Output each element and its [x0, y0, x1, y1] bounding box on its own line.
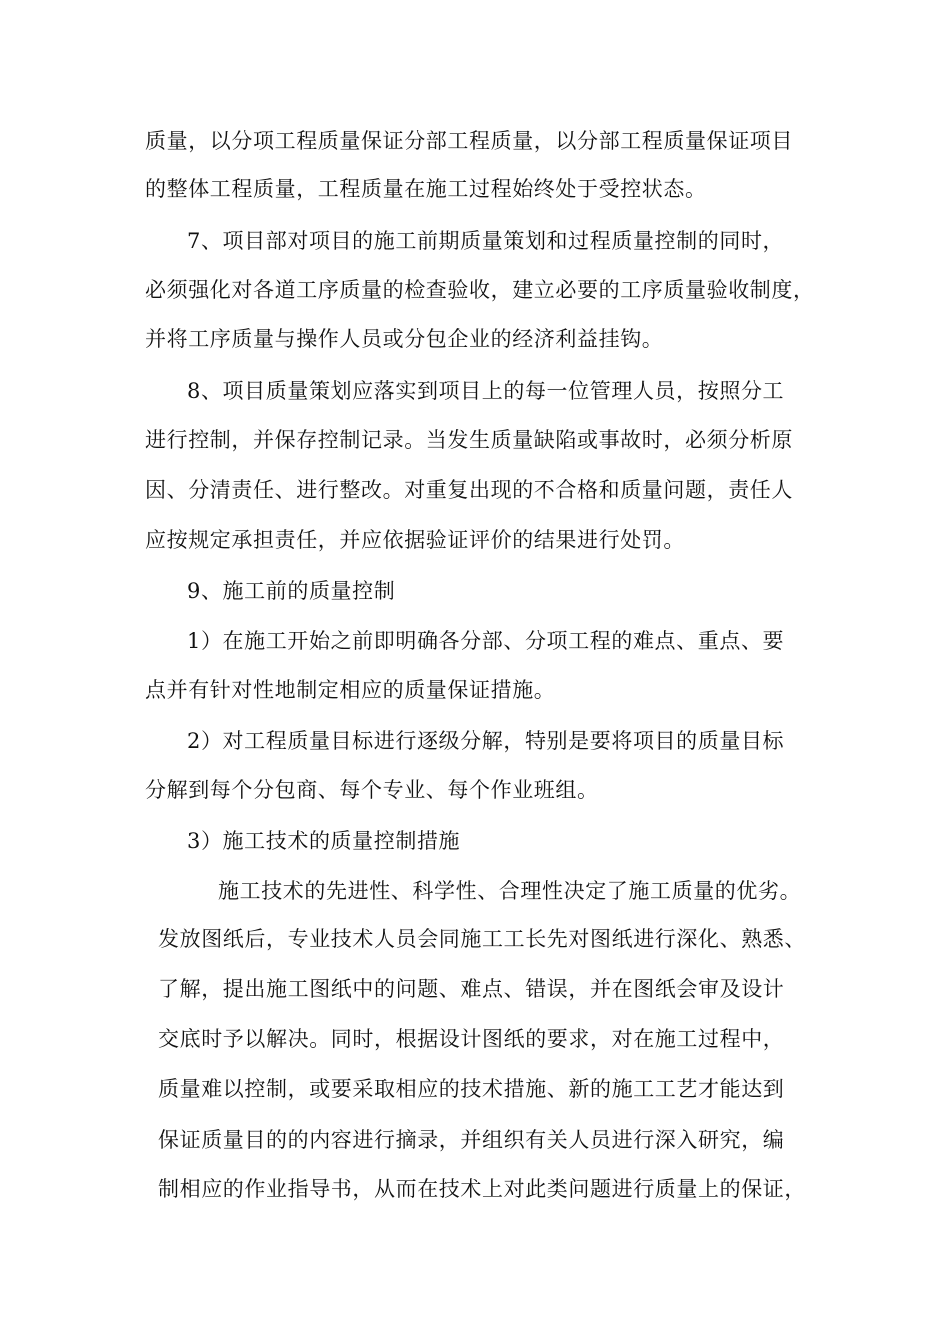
text-line: 制相应的作业指导书，从而在技术上对此类问题进行质量上的保证， [158, 1177, 806, 1201]
text-line: 质量难以控制，或要采取相应的技术措施、新的施工工艺才能达到 [158, 1077, 785, 1101]
text-line: 施工技术的先进性、科学性、合理性决定了施工质量的优劣。 [218, 879, 802, 903]
text-line: 3）施工技术的质量控制措施 [187, 829, 461, 853]
text-line: 的整体工程质量，工程质量在施工过程始终处于受控状态。 [145, 177, 707, 201]
text-line: 点并有针对性地制定相应的质量保证措施。 [145, 678, 556, 702]
text-line: 7、项目部对项目的施工前期质量策划和过程质量控制的同时， [187, 229, 785, 253]
text-line: 保证质量目的的内容进行摘录，并组织有关人员进行深入研究，编 [158, 1128, 785, 1152]
text-line: 发放图纸后，专业技术人员会同施工工长先对图纸进行深化、熟悉、 [158, 927, 806, 951]
text-line: 并将工序质量与操作人员或分包企业的经济利益挂钩。 [145, 327, 664, 351]
text-line: 必须强化对各道工序质量的检查验收，建立必要的工序质量验收制度， [145, 278, 815, 302]
text-line: 质量，以分项工程质量保证分部工程质量，以分部工程质量保证项目 [145, 129, 793, 153]
text-line: 应按规定承担责任，并应依据验证评价的结果进行处罚。 [145, 528, 685, 552]
text-line: 因、分清责任、进行整改。对重复出现的不合格和质量问题，责任人 [145, 478, 793, 502]
text-line: 分解到每个分包商、每个专业、每个作业班组。 [145, 778, 599, 802]
text-line: 8、项目质量策划应落实到项目上的每一位管理人员，按照分工 [187, 379, 785, 403]
text-line: 1）在施工开始之前即明确各分部、分项工程的难点、重点、要 [187, 629, 785, 653]
text-line: 9、施工前的质量控制 [187, 579, 396, 603]
text-line: 交底时予以解决。同时，根据设计图纸的要求，对在施工过程中， [158, 1027, 785, 1051]
text-line: 进行控制，并保存控制记录。当发生质量缺陷或事故时，必须分析原 [145, 428, 793, 452]
text-line: 了解，提出施工图纸中的问题、难点、错误，并在图纸会审及设计 [158, 977, 785, 1001]
text-line: 2）对工程质量目标进行逐级分解，特别是要将项目的质量目标 [187, 729, 785, 753]
